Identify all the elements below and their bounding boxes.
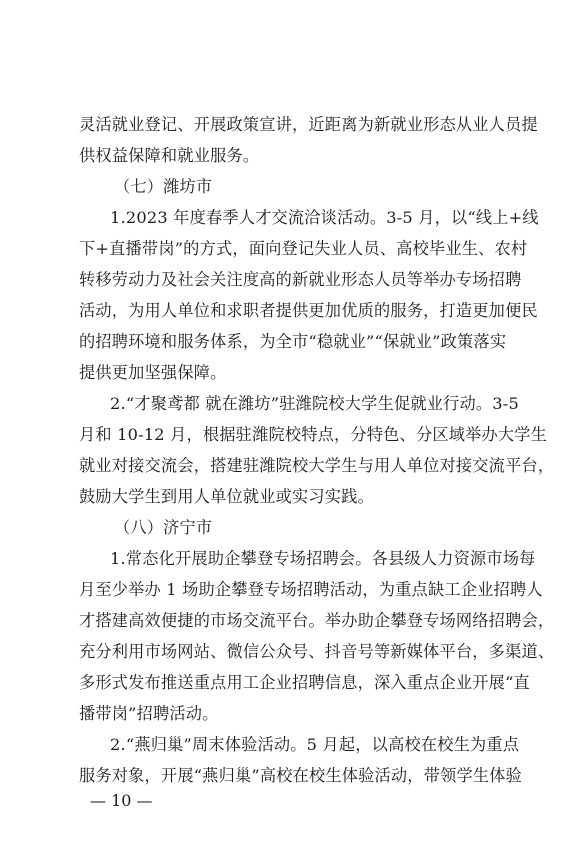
section-heading-weifang: （七）潍坊市	[114, 177, 213, 196]
paragraph-line: 鼓励大学生到用人单位就业或实习实践。	[79, 487, 374, 506]
paragraph-line: 下+直播带岗”的方式，面向登记失业人员、高校毕业生、农村	[79, 239, 528, 258]
paragraph-line: 活动，为用人单位和求职者提供更加优质的服务，打造更加便民	[79, 301, 538, 320]
paragraph-line: 供权益保障和就业服务。	[79, 146, 260, 165]
paragraph-line: 才搭建高效便捷的市场交流平台。举办助企攀登专场网络招聘会，	[79, 611, 555, 630]
paragraph-line: 月至少举办 1 场助企攀登专场招聘活动，为重点缺工企业招聘人	[79, 580, 543, 599]
paragraph-line: 1.2023 年度春季人才交流洽谈活动。3-5 月，以“线上+线	[110, 208, 539, 227]
paragraph-line: 月和 10-12 月，根据驻潍院校特点，分特色、分区域举办大学生	[79, 425, 548, 444]
paragraph-line: 2.“燕归巢”周末体验活动。5 月起，以高校在校生为重点	[110, 735, 520, 754]
paragraph-line: 就业对接交流会，搭建驻潍院校大学生与用人单位对接交流平台，	[79, 456, 555, 475]
paragraph-line: 的招聘环境和服务体系，为全市“稳就业”“保就业”政策落实	[79, 332, 507, 351]
paragraph-line: 多形式发布推送重点用工企业招聘信息，深入重点企业开展“直	[79, 673, 530, 692]
paragraph-line: 提供更加坚强保障。	[79, 363, 227, 382]
paragraph-line: 2.“才聚鸢都 就在潍坊”驻潍院校大学生促就业行动。3-5	[110, 394, 519, 413]
section-heading-jining: （八）济宁市	[114, 518, 213, 537]
page-number: — 10 —	[90, 791, 153, 810]
paragraph-line: 充分利用市场网站、微信公众号、抖音号等新媒体平台，多渠道、	[79, 642, 555, 661]
paragraph-line: 服务对象，开展“燕归巢”高校在校生体验活动，带领学生体验	[79, 766, 523, 785]
paragraph-line: 1.常态化开展助企攀登专场招聘会。各县级人力资源市场每	[110, 549, 536, 568]
paragraph-line: 播带岗”招聘活动。	[79, 704, 219, 723]
paragraph-line: 灵活就业登记、开展政策宣讲，近距离为新就业形态从业人员提	[79, 115, 538, 134]
paragraph-line: 转移劳动力及社会关注度高的新就业形态人员等举办专场招聘	[79, 270, 522, 289]
